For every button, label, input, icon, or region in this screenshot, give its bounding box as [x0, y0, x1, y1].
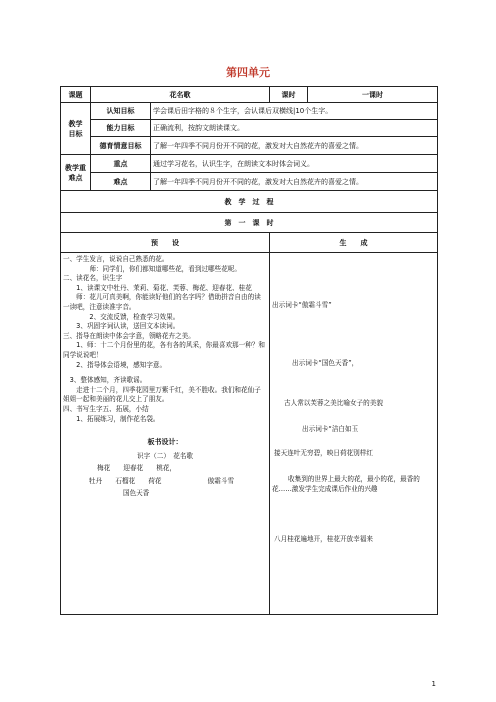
- difficulty-text: 了解一年四季不同月份开不同的花，激发对大自然花卉的喜爱之情。: [151, 173, 438, 191]
- board-line-1: 识字（二） 花名歌: [136, 451, 194, 460]
- board-title: 板书设计：: [147, 438, 183, 447]
- ability-text: 正确流利，按韵文朗读课文。: [151, 120, 438, 137]
- gen-item: 古人常以芙蓉之美比喻女子的美貌: [284, 399, 383, 407]
- plan-line: 一、学生发言，说说自己熟悉的花。: [63, 255, 169, 263]
- generation-header: 生 成: [270, 233, 438, 253]
- gen-item: 出示词卡“傲霜斗雪”: [272, 301, 332, 309]
- goals-label: 教学目标: [61, 103, 91, 155]
- topic-label: 课题: [61, 87, 91, 103]
- gen-item: 接天连叶无穷碧，映日荷花别样红: [274, 449, 373, 457]
- page-number-wrap: [0, 680, 496, 688]
- lesson-title: 第 一 课 时: [61, 213, 438, 233]
- board-line-4: 国色天香: [123, 489, 150, 498]
- plan-cell: [61, 253, 270, 615]
- plan-line: 2、交流反馈，检查学习效果。: [63, 312, 180, 321]
- cognitive-label: 认知目标: [91, 103, 151, 120]
- moral-label: 德育情意目标: [91, 137, 151, 155]
- plan-line: 1、师：十二个月份里的花，各有各的风采，你最喜欢那一种？和同学说说吧！: [63, 341, 266, 359]
- gen-item: 出示词卡“国色天香”，: [292, 359, 359, 367]
- plan-line: 四、书写生字五、拓展，小结: [63, 404, 149, 413]
- board-line-3: 牡丹 石榴花 荷花 傲霜斗雪: [89, 476, 235, 485]
- generation-cell: [270, 253, 438, 615]
- lesson-plan-table: [60, 86, 438, 615]
- gen-item: 八月桂花遍地开，桂花开放幸福来: [274, 535, 373, 543]
- plan-line: 走进十二个月，四季花园里万紫千红，美不胜收。我们和花仙子姐姐一起和美丽的花儿交上了朋友。: [63, 385, 261, 404]
- plan-line: 师：花儿可真美啊，你能读好他们的名字吗？借助拼音自由的读一读吧，注意读准字音。: [63, 293, 261, 311]
- plan-header: 预 设: [61, 233, 270, 253]
- hours-value: 一课时: [308, 87, 438, 103]
- moral-text: 了解一年四季不同月份开不同的花，激发对大自然花卉的喜爱之情。: [151, 137, 438, 155]
- ability-label: 能力目标: [91, 120, 151, 137]
- key-text: 通过学习花名，认识生字，在朗读文本时体会词义。: [151, 155, 438, 173]
- plan-line: 3、整体感知，齐读歌谣。: [63, 376, 147, 385]
- plan-line: 二、读花名，识生字: [63, 274, 123, 283]
- cognitive-text: 学会课后田字格的８个生字，会认课后双横线|10个生字。: [151, 103, 438, 120]
- plan-line: 1、读课文中牡丹、茉莉、菊花、芙蓉、梅花、迎春花、桂花: [63, 283, 252, 292]
- page-number: 1: [431, 680, 436, 688]
- plan-line: 1、拓展练习，制作花名袋。: [63, 414, 160, 423]
- gen-item: 收集到的世界上最大的花，最小的花，最香的花……激发学生完成课后作业的兴趣: [272, 475, 420, 493]
- topic-value: 花名歌: [91, 87, 270, 103]
- gen-item: 出示词卡“洁白如玉: [302, 425, 359, 433]
- plan-line: 师：同学们，你们都知道哪些花，看到过哪些花呢。: [63, 264, 242, 273]
- board-line-2: 梅花 迎春花 桃花，: [97, 464, 177, 473]
- process-title: 教 学 过 程: [61, 191, 438, 213]
- hours-label: 课时: [270, 87, 308, 103]
- plan-line: 三、指导在朗读中体会字意，领略花卉之美。: [63, 331, 195, 340]
- plan-line: 3、巩固字词认读，送回文本读词。: [63, 322, 180, 331]
- difficulty-label: 难点: [91, 173, 151, 191]
- key-label: 重点: [91, 155, 151, 173]
- plan-list: [63, 255, 267, 424]
- page-title: 第四单元: [226, 66, 270, 79]
- plan-line: 2、指导体会语境，感知字意。: [63, 360, 167, 369]
- focus-label: 教学重难点: [61, 155, 91, 191]
